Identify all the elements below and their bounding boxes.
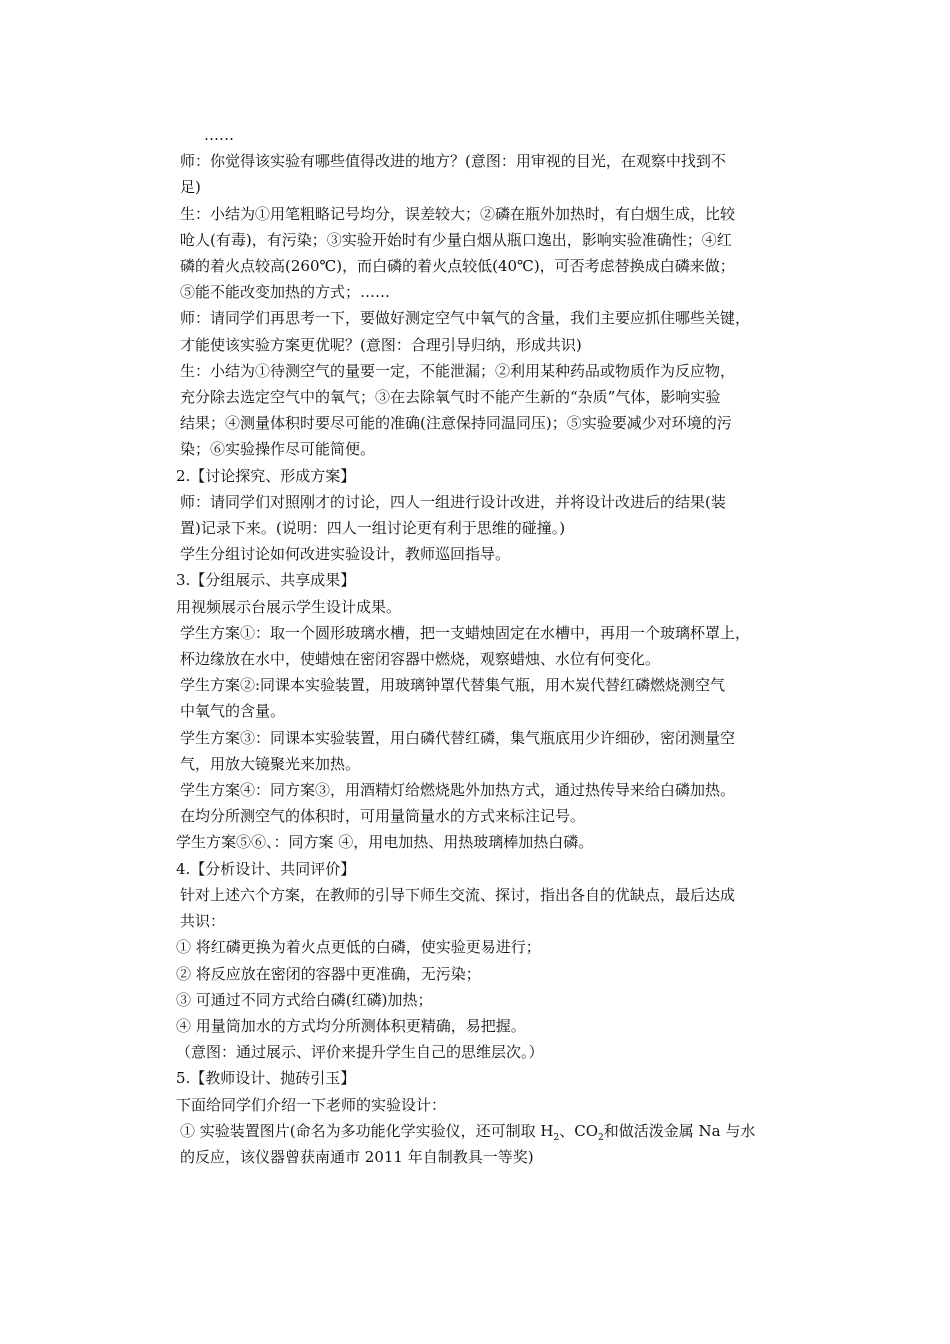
text-line: 用视频展示台展示学生设计成果。 (176, 597, 402, 616)
text-line: 呛人(有毒)，有污染；③实验开始时有少量白烟从瓶口逸出，影响实验准确性；④红 (180, 230, 732, 249)
text-line: 师：请同学们对照刚才的讨论，四人一组进行设计改进，并将设计改进后的结果(装 (180, 492, 726, 511)
text-line: 生：小结为①待测空气的量要一定，不能泄漏；②利用某种药品或物质作为反应物， (180, 361, 736, 380)
text-line: 中氧气的含量。 (180, 702, 286, 721)
subscript: 2 (553, 1132, 560, 1143)
text-line: 充分除去选定空气中的氧气；③在去除氧气时不能产生新的“杂质”气体，影响实验 (180, 388, 721, 407)
text-line: 杯边缘放在水中，使蜡烛在密闭容器中燃烧，观察蜡烛、水位有何变化。 (180, 650, 661, 669)
text-run: 、CO (559, 1121, 598, 1140)
text-run: 和做活泼金属 Na 与水 (603, 1121, 756, 1140)
text-line: 5.【教师设计、抛砖引玉】 (176, 1069, 356, 1088)
text-line: 生：小结为①用笔粗略记号均分，误差较大；②磷在瓶外加热时，有白烟生成，比较 (180, 204, 736, 223)
text-line: 学生方案③：同课本实验装置，用白磷代替红磷，集气瓶底用少许细砂，密闭测量空 (180, 728, 736, 747)
text-line: 学生分组讨论如何改进实验设计，教师巡回指导。 (180, 545, 511, 564)
text-line: 学生方案①：取一个圆形玻璃水槽，把一支蜡烛固定在水槽中，再用一个玻璃杯罩上， (180, 623, 751, 642)
text-line: 师：你觉得该实验有哪些值得改进的地方？(意图：用审视的目光，在观察中找到不 (180, 152, 726, 171)
text-line: 2.【讨论探究、形成方案】 (176, 466, 356, 485)
text-line: 才能使该实验方案更优呢？(意图：合理引导归纳，形成共识) (180, 335, 582, 354)
text-line: ⑤能不能改变加热的方式；…… (180, 283, 391, 302)
subscript: 2 (598, 1132, 604, 1143)
text-line: ② 将反应放在密闭的容器中更准确，无污染； (176, 964, 481, 983)
text-line: 4.【分析设计、共同评价】 (176, 859, 356, 878)
text-line: 师：请同学们再思考一下，要做好测定空气中氧气的含量，我们主要应抓住哪些关键， (180, 309, 751, 328)
text-run: ① 实验装置图片(命名为多功能化学实验仪，还可制取 H (180, 1121, 554, 1140)
text-line: ③ 可通过不同方式给白磷(红磷)加热； (176, 990, 433, 1009)
text-line: 磷的着火点较高(260℃)，而白磷的着火点较低(40℃)，可否考虑替换成白磷来做； (180, 257, 735, 276)
text-line: 针对上述六个方案，在教师的引导下师生交流、探讨，指出各自的优缺点，最后达成 (180, 885, 736, 904)
text-line: 学生方案⑤⑥、：同方案 ④，用电加热、用热玻璃棒加热白磷。 (176, 833, 594, 852)
text-line: 学生方案②:同课本实验装置，用玻璃钟罩代替集气瓶，用木炭代替红磷燃烧测空气 (180, 676, 726, 695)
document-body (176, 122, 816, 1170)
text-line: 气，用放大镜聚光来加热。 (180, 754, 361, 773)
text-line: 在均分所测空气的体积时，可用量筒量水的方式来标注记号。 (180, 807, 586, 826)
text-line: 3.【分组展示、共享成果】 (176, 571, 356, 590)
text-line: 的反应，该仪器曾获南通市 2011 年自制教具一等奖) (180, 1147, 534, 1166)
text-line: ④ 用量筒加水的方式均分所测体积更精确，易把握。 (176, 1016, 526, 1035)
text-line: （意图：通过展示、评价来提升学生自己的思维层次。） (176, 1043, 544, 1062)
text-line: 染；⑥实验操作尽可能简便。 (180, 440, 376, 459)
text-line: 共识： (180, 912, 226, 931)
text-line: 学生方案④：同方案③，用酒精灯给燃烧匙外加热方式，通过热传导来给白磷加热。 (180, 781, 736, 800)
text-line: …… (204, 126, 234, 144)
text-line: 下面给同学们介绍一下老师的实验设计： (176, 1095, 447, 1114)
text-line: 结果；④测量体积时要尽可能的准确(注意保持同温同压)；⑤实验要减少对环境的污 (180, 414, 732, 433)
text-line: 置)记录下来。(说明：四人一组讨论更有利于思维的碰撞。) (180, 519, 566, 538)
text-line: 足) (180, 178, 201, 197)
text-line: ① 将红磷更换为着火点更低的白磷，使实验更易进行； (176, 938, 541, 957)
text-line (176, 1118, 816, 1144)
